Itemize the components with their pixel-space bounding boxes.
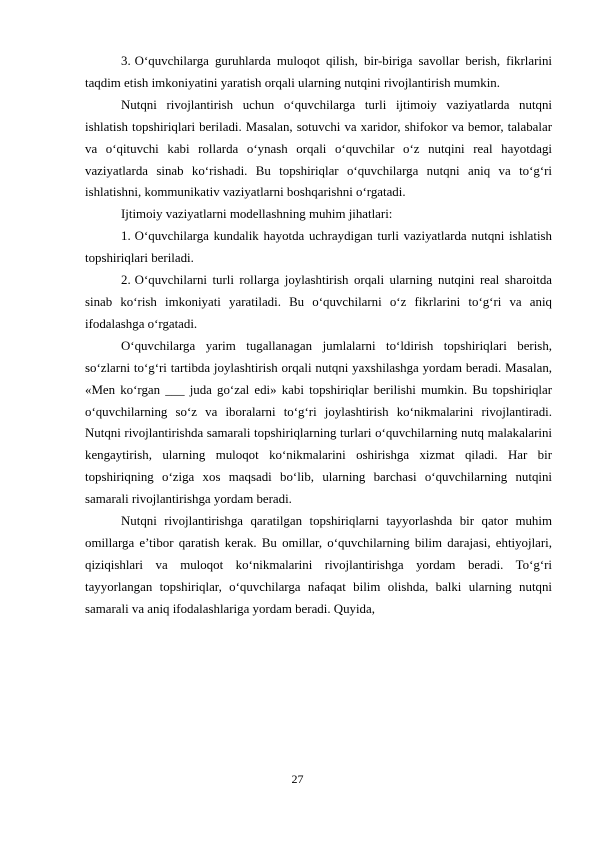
paragraph-social-situations	[85, 95, 552, 205]
paragraph-text: O‘quvchilarga yarim tugallanagan jumlalarni to‘ldirish topshiriqlari berish, so‘zlarni to‘g‘ri tartibda joylashtirish orqali nutqni yaxshilashga yordam beradi. Masalan, «Men ko‘rgan ___ juda go‘zal edi» kabi topshiriqlar berilishi mumkin. Bu topshiriqlar o‘quvchilarning so‘z va iboralarni to‘g‘ri joylashtirish ko‘nikmalarini rivojlantiradi. Nutqni rivojlantirishda samarali topshiriqlarning turlari o‘quvchilarning nutq malakalarini kengaytirish, ularning muloqot ko‘nikmalarini oshirishga xizmat qiladi. Har bir topshiriqning o‘ziga xos maqsadi bo‘lib, ularning barchasi o‘quvchilarning nutqini samarali rivojlantirishga yordam beradi.	[85, 338, 552, 507]
paragraph-text: Nutqni rivojlantirishga qaratilgan topshiriqlarni tayyorlashda bir qator muhim omillarga e’tibor qaratish kerak. Bu omillar, o‘quvchilarning bilim darajasi, ehtiyojlari, qiziqishlari va muloqot ko‘nikmalarini rivojlantirishga yordam beradi. To‘g‘ri tayyorlangan topshiriqlar, o‘quvchilarga nafaqat bilim olishda, balki ularning nutqni samarali va aniq ifodalashlariga yordam beradi. Quyida,	[85, 514, 552, 616]
paragraph-task-preparation	[85, 511, 552, 621]
paragraph-text: O‘quvchilarga guruhlarda muloqot qilish, bir-biriga savollar berish, fikrlarini taqdim etish imkoniyatini yaratish orqali ularning nutqini rivojlantirish mumkin.	[85, 54, 552, 90]
paragraph-text: O‘quvchilarga kundalik hayotda uchraydigan turli vaziyatlarda nutqni ishlatish topshiriqlari beriladi.	[85, 229, 552, 266]
paragraph-numbered-2	[85, 270, 552, 336]
list-number: 1.	[121, 229, 131, 244]
paragraph-text: O‘quvchilarni turli rollarga joylashtirish orqali ularning nutqini real sharoitda sinab ko‘rish imkoniyati yaratiladi. Bu o‘quvchilarni o‘z fikrlarini to‘g‘ri va aniq ifodalashga o‘rgatadi.	[85, 273, 552, 331]
paragraph-text: Ijtimoiy vaziyatlarni modellashning muhim jihatlari:	[121, 207, 393, 222]
paragraph-sentence-completion	[85, 336, 552, 511]
list-number: 2.	[121, 273, 131, 288]
paragraph-numbered-3	[85, 51, 552, 95]
list-number: 3.	[121, 54, 131, 68]
paragraph-numbered-1	[85, 226, 552, 270]
paragraph-text: Nutqni rivojlantirish uchun o‘quvchilarga turli ijtimoiy vaziyatlarda nutqni ishlatish topshiriqlari beriladi. Masalan, sotuvchi va xaridor, shifokor va bemor, talabalar va o‘qituvchi kabi rollarda o‘ynash orqali o‘quvchilar o‘z nutqini real hayotdagi vaziyatlarda sinab ko‘rishadi. Bu topshiriqlar o‘quvchilarga nutqni aniq va to‘g‘ri ishlatishni, kommunikativ vaziyatlarni boshqarishni o‘rgatadi.	[85, 97, 552, 200]
paragraph-aspects-heading	[85, 204, 552, 226]
page-number: 27	[291, 772, 304, 786]
body-text	[85, 51, 552, 621]
